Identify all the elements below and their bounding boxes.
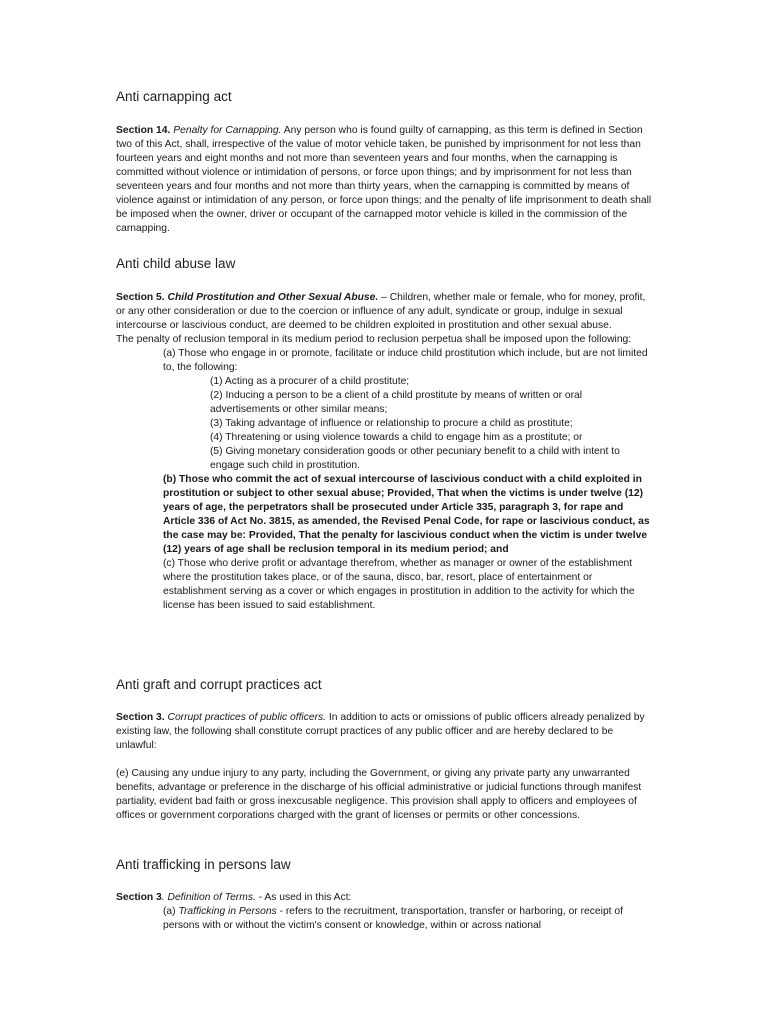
section-anti-graft xyxy=(116,711,652,823)
section-body: Any person who is found guilty of carnapping, as this term is defined in Section two of this Act, shall, irrespective of the value of motor vehicle taken, be punished by imprisonment for not less than fourteen years and eight months and not more than seventeen years and four months, when the carnapping is committed without violence or intimidation of persons, or force upon things; and by imprisonment for not less than seventeen years and four months and not more than thirty years, when the carnapping is committed by means of violence against or intimidation of any person, or force upon things; and the penalty of life imprisonment to death shall be imposed when the owner, driver or occupant of the carnapped motor vehicle is killed in the commission of the carnapping. xyxy=(116,125,652,234)
item-b-text: (b) Those who commit the act of sexual intercourse of lascivious conduct with a child exploited in prostitution or subject to other sexual abuse; Provided, That when the victims is under twelve (12) years of age, the perpetrators shall be prosecuted under Article 335, paragraph 3, for rape and Article 336 of Act No. 3815, as amended, the Revised Penal Code, for rape or lascivious conduct, as the case may be: Provided, That the penalty for lascivious conduct when the victim is under twelve (12) years of age shall be reclusion temporal in its medium period; and xyxy=(163,474,650,555)
item-a-label: (a) xyxy=(163,906,176,917)
section-intro: – Children, whether male or female, who for money, profit, or any other consideration or due to the coercion or influence of any adult, syndicate or group, indulge in sexual intercourse or lascivious conduct, are deemed to be children exploited in prostitution and other sexual abuse. xyxy=(116,292,646,331)
item-a xyxy=(116,905,652,933)
penalty-paragraph: The penalty of reclusion temporal in its medium period to reclusion perpetua shall be imposed upon the following: xyxy=(116,334,632,345)
heading-anti-trafficking: Anti trafficking in persons law xyxy=(116,857,291,872)
section-title: . Definition of Terms. xyxy=(161,892,256,903)
item-a-term: Trafficking in Persons xyxy=(178,906,277,917)
sub-item-3: (3) Taking advantage of influence or relationship to procure a child as prostitute; xyxy=(210,418,573,429)
paragraph xyxy=(116,124,652,236)
sub-item-5: (5) Giving monetary consideration goods or other pecuniary benefit to a child with intent to engage such child in prostitution. xyxy=(210,446,620,471)
sub-item-2: (2) Inducing a person to be a client of a child prostitute by means of written or oral advertisements or other similar means; xyxy=(210,390,583,415)
section-intro: - As used in this Act: xyxy=(258,892,352,903)
sub-item-4: (4) Threatening or using violence towards a child to engage him as a prostitute; or xyxy=(210,432,583,443)
section-label: Section 5. xyxy=(116,292,165,303)
item-a: (a) Those who engage in or promote, facilitate or induce child prostitution which include, but are not limited to, the following: xyxy=(163,348,648,373)
heading-anti-graft: Anti graft and corrupt practices act xyxy=(116,677,322,692)
paragraph xyxy=(116,291,652,333)
paragraph xyxy=(116,891,652,905)
item-e: (e) Causing any undue injury to any party, including the Government, or giving any private party any unwarranted benefits, advantage or preference in the discharge of his official administrative or judicial functions through manifest partiality, evident bad faith or gross inexcusable negligence. This provision shall apply to officers and employees of offices or government corporations charged with the grant of licenses or permits or other concessions. xyxy=(116,768,642,821)
paragraph xyxy=(116,711,652,753)
section-title: Corrupt practices of public officers. xyxy=(167,712,327,723)
section-label: Section 3 xyxy=(116,892,162,903)
item-a-text: - refers to the recruitment, transportation, transfer or harboring, or receipt of persons with or without the victim's consent or knowledge, within or across national xyxy=(163,906,623,931)
heading-anti-child-abuse: Anti child abuse law xyxy=(116,256,236,271)
section-label: Section 3. xyxy=(116,712,165,723)
item-c: (c) Those who derive profit or advantage therefrom, whether as manager or owner of the establishment where the prostitution takes place, or of the sauna, disco, bar, resort, place of entertainment or establishment serving as a cover or which engages in prostitution in addition to the activity for which the license has been issued to said establishment. xyxy=(163,558,635,611)
sub-item-1: (1) Acting as a procurer of a child prostitute; xyxy=(210,376,410,387)
section-label: Section 14. xyxy=(116,125,171,136)
section-anti-trafficking xyxy=(116,891,652,933)
section-title: Penalty for Carnapping. xyxy=(173,125,282,136)
section-intro: In addition to acts or omissions of public officers already penalized by existing law, the following shall constitute corrupt practices of any public officer and are hereby declared to be unlawful: xyxy=(116,712,645,751)
section-anti-child-abuse xyxy=(116,291,652,613)
section-title: Child Prostitution and Other Sexual Abuse. xyxy=(167,292,379,303)
heading-anti-carnapping: Anti carnapping act xyxy=(116,89,232,104)
section-anti-carnapping xyxy=(116,124,652,236)
item-b xyxy=(116,473,652,557)
